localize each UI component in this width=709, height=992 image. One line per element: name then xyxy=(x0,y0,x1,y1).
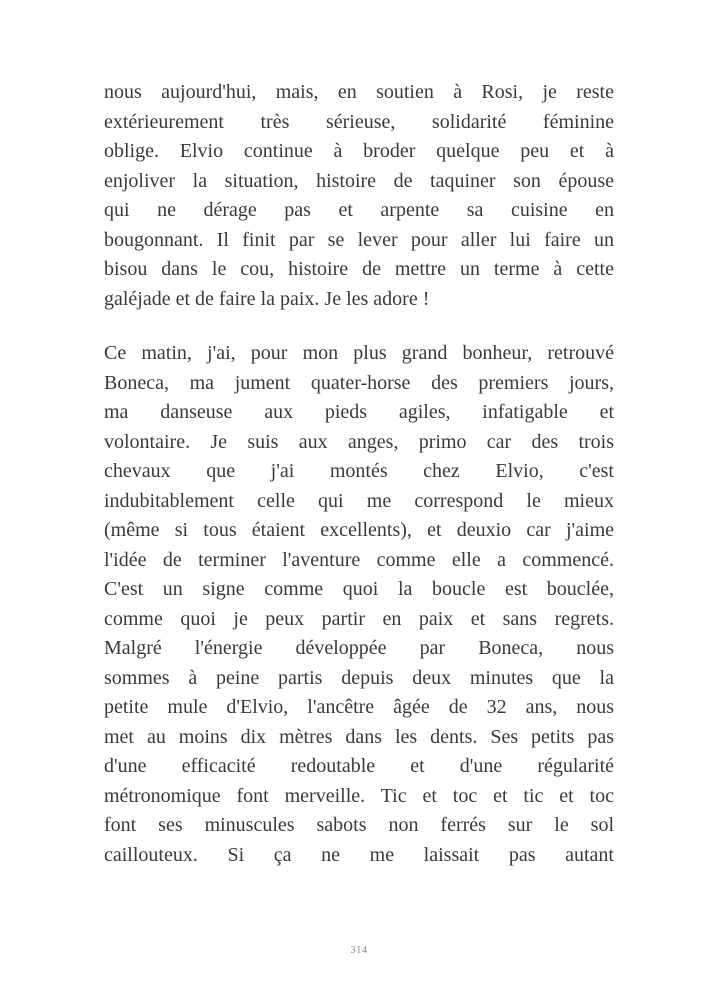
text-line: enjoliver la situation, histoire de taquiner son épouse xyxy=(104,169,614,192)
text-line: oblige. Elvio continue à broder quelque peu et à xyxy=(104,140,614,162)
text-line: Ce matin, j'ai, pour mon plus grand bonheur, retrouvé xyxy=(104,342,614,364)
text-line: C'est un signe comme quoi la boucle est bouclée, xyxy=(104,578,614,600)
text-line: met au moins dix mètres dans les dents. Ses petits pas xyxy=(104,725,614,748)
text-line: d'une efficacité redoutable et d'une régularité xyxy=(104,755,614,777)
paragraph xyxy=(104,339,614,870)
text-line: ma danseuse aux pieds agiles, infatigable et xyxy=(104,401,614,423)
text-line: qui ne dérage pas et arpente sa cuisine en xyxy=(104,199,614,221)
text-line: font ses minuscules sabots non ferrés sur le sol xyxy=(104,814,614,836)
text-line: comme quoi je peux partir en paix et sans regrets. xyxy=(104,607,614,630)
text-line: bisou dans le cou, histoire de mettre un terme à cette xyxy=(104,258,614,280)
page-number: 314 xyxy=(350,945,368,956)
text-line: Malgré l'énergie développée par Boneca, nous xyxy=(104,637,614,659)
text-line: petite mule d'Elvio, l'ancêtre âgée de 32 ans, nous xyxy=(104,696,614,718)
text-line: chevaux que j'ai montés chez Elvio, c'est xyxy=(104,460,614,482)
paragraph xyxy=(104,78,614,314)
text-line: nous aujourd'hui, mais, en soutien à Rosi, je reste xyxy=(104,81,614,103)
text-line: métronomique font merveille. Tic et toc et tic et toc xyxy=(104,784,614,807)
page-text xyxy=(104,78,614,870)
text-line: l'idée de terminer l'aventure comme elle a commencé. xyxy=(104,548,614,571)
text-line: (même si tous étaient excellents), et deuxio car j'aime xyxy=(104,519,614,541)
text-line: indubitablement celle qui me correspond le mieux xyxy=(104,489,614,512)
text-line: bougonnant. Il finit par se lever pour aller lui faire un xyxy=(104,228,614,251)
text-line: sommes à peine partis depuis deux minutes que la xyxy=(104,666,614,689)
text-line: extérieurement très sérieuse, solidarité féminine xyxy=(104,110,614,133)
text-line: caillouteux. Si ça ne me laissait pas autant xyxy=(104,843,614,866)
text-line: volontaire. Je suis aux anges, primo car des trois xyxy=(104,430,614,453)
text-line: Boneca, ma jument quater-horse des premiers jours, xyxy=(104,371,614,394)
text-line: galéjade et de faire la paix. Je les adore ! xyxy=(104,287,430,310)
